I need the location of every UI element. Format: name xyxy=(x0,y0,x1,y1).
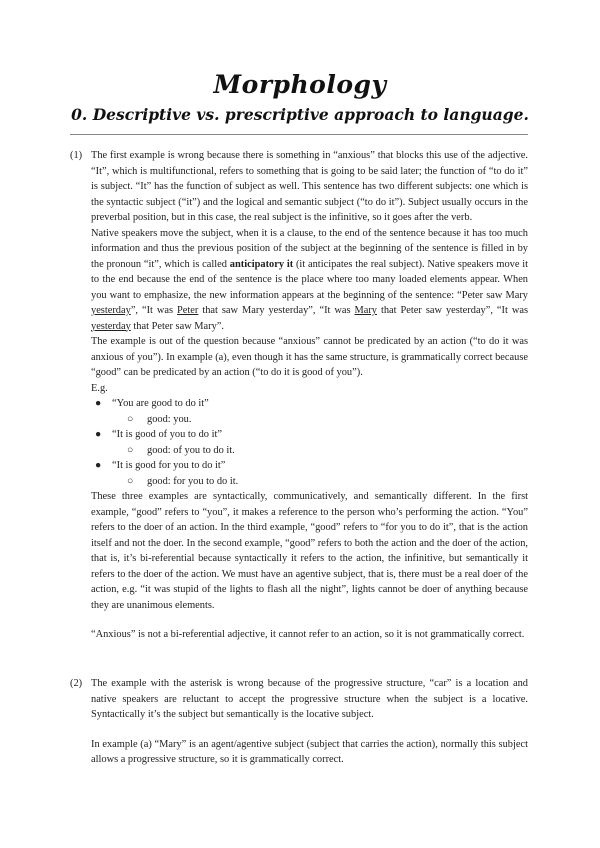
paragraph-2-text-a: Native speakers move the subject, when it is a clause, to the end of the sentence because it has too much information and thus the previous position of the subject at the beginning of the sentence is filled in by the pronoun “it”, which is called xyxy=(91,227,528,270)
section-1 xyxy=(70,148,528,643)
sub-bullet-text: good: of you to do it. xyxy=(147,444,235,456)
example-text: that Peter saw yesterday”, “It was xyxy=(377,305,528,316)
circle-bullet-icon: ○ xyxy=(127,475,134,487)
section-2-paragraph-2: In example (a) “Mary” is an agent/agentive subject (subject that carries the action), normally this subject allows a progressive structure, so it is grammatically correct. xyxy=(91,738,528,765)
bullet-item xyxy=(91,396,528,412)
section-2 xyxy=(70,676,528,768)
bullet-icon: ● xyxy=(95,460,102,471)
section-2-paragraph-1: The example with the asterisk is wrong because of the progressive structure, “car” is a location and native speakers are reluctant to accept the progressive structure when the subject is a locative. Syntactically it’s the subject but semantically is the locative subject. xyxy=(91,678,528,720)
sub-bullet-text: good: for you to do it. xyxy=(147,475,239,487)
example-text: ”, “It was xyxy=(130,305,178,316)
circle-bullet-icon: ○ xyxy=(127,444,134,456)
sub-bullet-item xyxy=(91,474,528,490)
underlined-word: yesterday xyxy=(91,305,131,316)
spacer xyxy=(91,723,528,737)
bullet-icon: ● xyxy=(95,429,102,440)
underlined-word: yesterday xyxy=(91,320,131,332)
spacer xyxy=(91,613,528,627)
example-text: that Peter saw Mary”. xyxy=(130,320,225,332)
bullet-icon: ● xyxy=(95,398,102,409)
section-2-body xyxy=(91,676,528,768)
underlined-word: Peter xyxy=(177,305,199,316)
bullet-text: “It is good of you to do it” xyxy=(112,429,222,440)
anticipatory-it-term: anticipatory it xyxy=(229,258,294,270)
example-text: that saw Mary yesterday”, “It was xyxy=(198,305,355,316)
section-1-number: (1) xyxy=(70,150,83,161)
sub-bullet-text: good: you. xyxy=(147,413,192,425)
sub-bullet-item xyxy=(91,412,528,428)
section-1-body xyxy=(91,148,528,643)
paragraph-2-text-b: (it anticipates the real subject). Native speakers move it to the end because the end of the sentence is the place where too many loaded elements appear. When you want to emphasize, the new information appears at the beginning of the sentence: “Peter saw Mary xyxy=(91,258,529,301)
section-1-paragraph-1: The first example is wrong because there is something in “anxious” that blocks this use of the adjective. “It”, which is multifunctional, refers to something that is going to be said later; the function of “to do it” is subject. “It” has the function of subject as well. This sentence has two different subjects: one which is the syntactic subject (“it”) and the logical and semantic subject (“to do it”). Subject usually occurs in the preverbal position, but in this case, the real subject is the infinitive, so it goes after the verb. xyxy=(91,150,528,223)
section-1-paragraph-2 xyxy=(91,226,528,335)
section-1-paragraph-3: The example is out of the question because “anxious” cannot be predicated by an action (“to do it was anxious of you”). In example (a), even though it has the same structure, is grammatically correct because “good” can be predicated by an action (“to do it is good of you”). xyxy=(91,336,528,378)
page-title: Morphology xyxy=(213,70,387,99)
section-1-paragraph-4: These three examples are syntactically, communicatively, and semantically different. In the first example, “good” refers to “you”, it makes a reference to the person who’s performing the action. “You” refers to the doer of an action. In the third example, “good” refers to “for you to do it”, that is the action itself and not the doer. In the second example, “good” refers to both the action and the doer of the action, that is, it’s bi-referential because syntactically it refers to the action, the infinitive, but semantically it refers to the doer of the action. We must have an agentive subject, that is, there must be a real doer of the action, e.g. “it was stupid of the lights to flash all the night”, lights cannot be doer of anything because they are unanimous elements. xyxy=(91,491,528,611)
circle-bullet-icon: ○ xyxy=(127,413,134,425)
bullet-item xyxy=(91,458,528,474)
title-divider xyxy=(70,134,528,135)
sub-bullet-item xyxy=(91,443,528,459)
bullet-item xyxy=(91,427,528,443)
bullet-text: “It is good for you to do it” xyxy=(112,460,226,471)
underlined-word: Mary xyxy=(354,305,378,316)
section-2-number: (2) xyxy=(70,678,83,689)
bullet-text: “You are good to do it” xyxy=(112,398,209,409)
page-subtitle: 0. Descriptive vs. prescriptive approach to language. xyxy=(71,105,529,124)
eg-label: E.g. xyxy=(91,382,108,394)
section-1-paragraph-5: “Anxious” is not a bi-referential adjective, it cannot refer to an action, so it is not grammatically correct. xyxy=(91,629,525,640)
